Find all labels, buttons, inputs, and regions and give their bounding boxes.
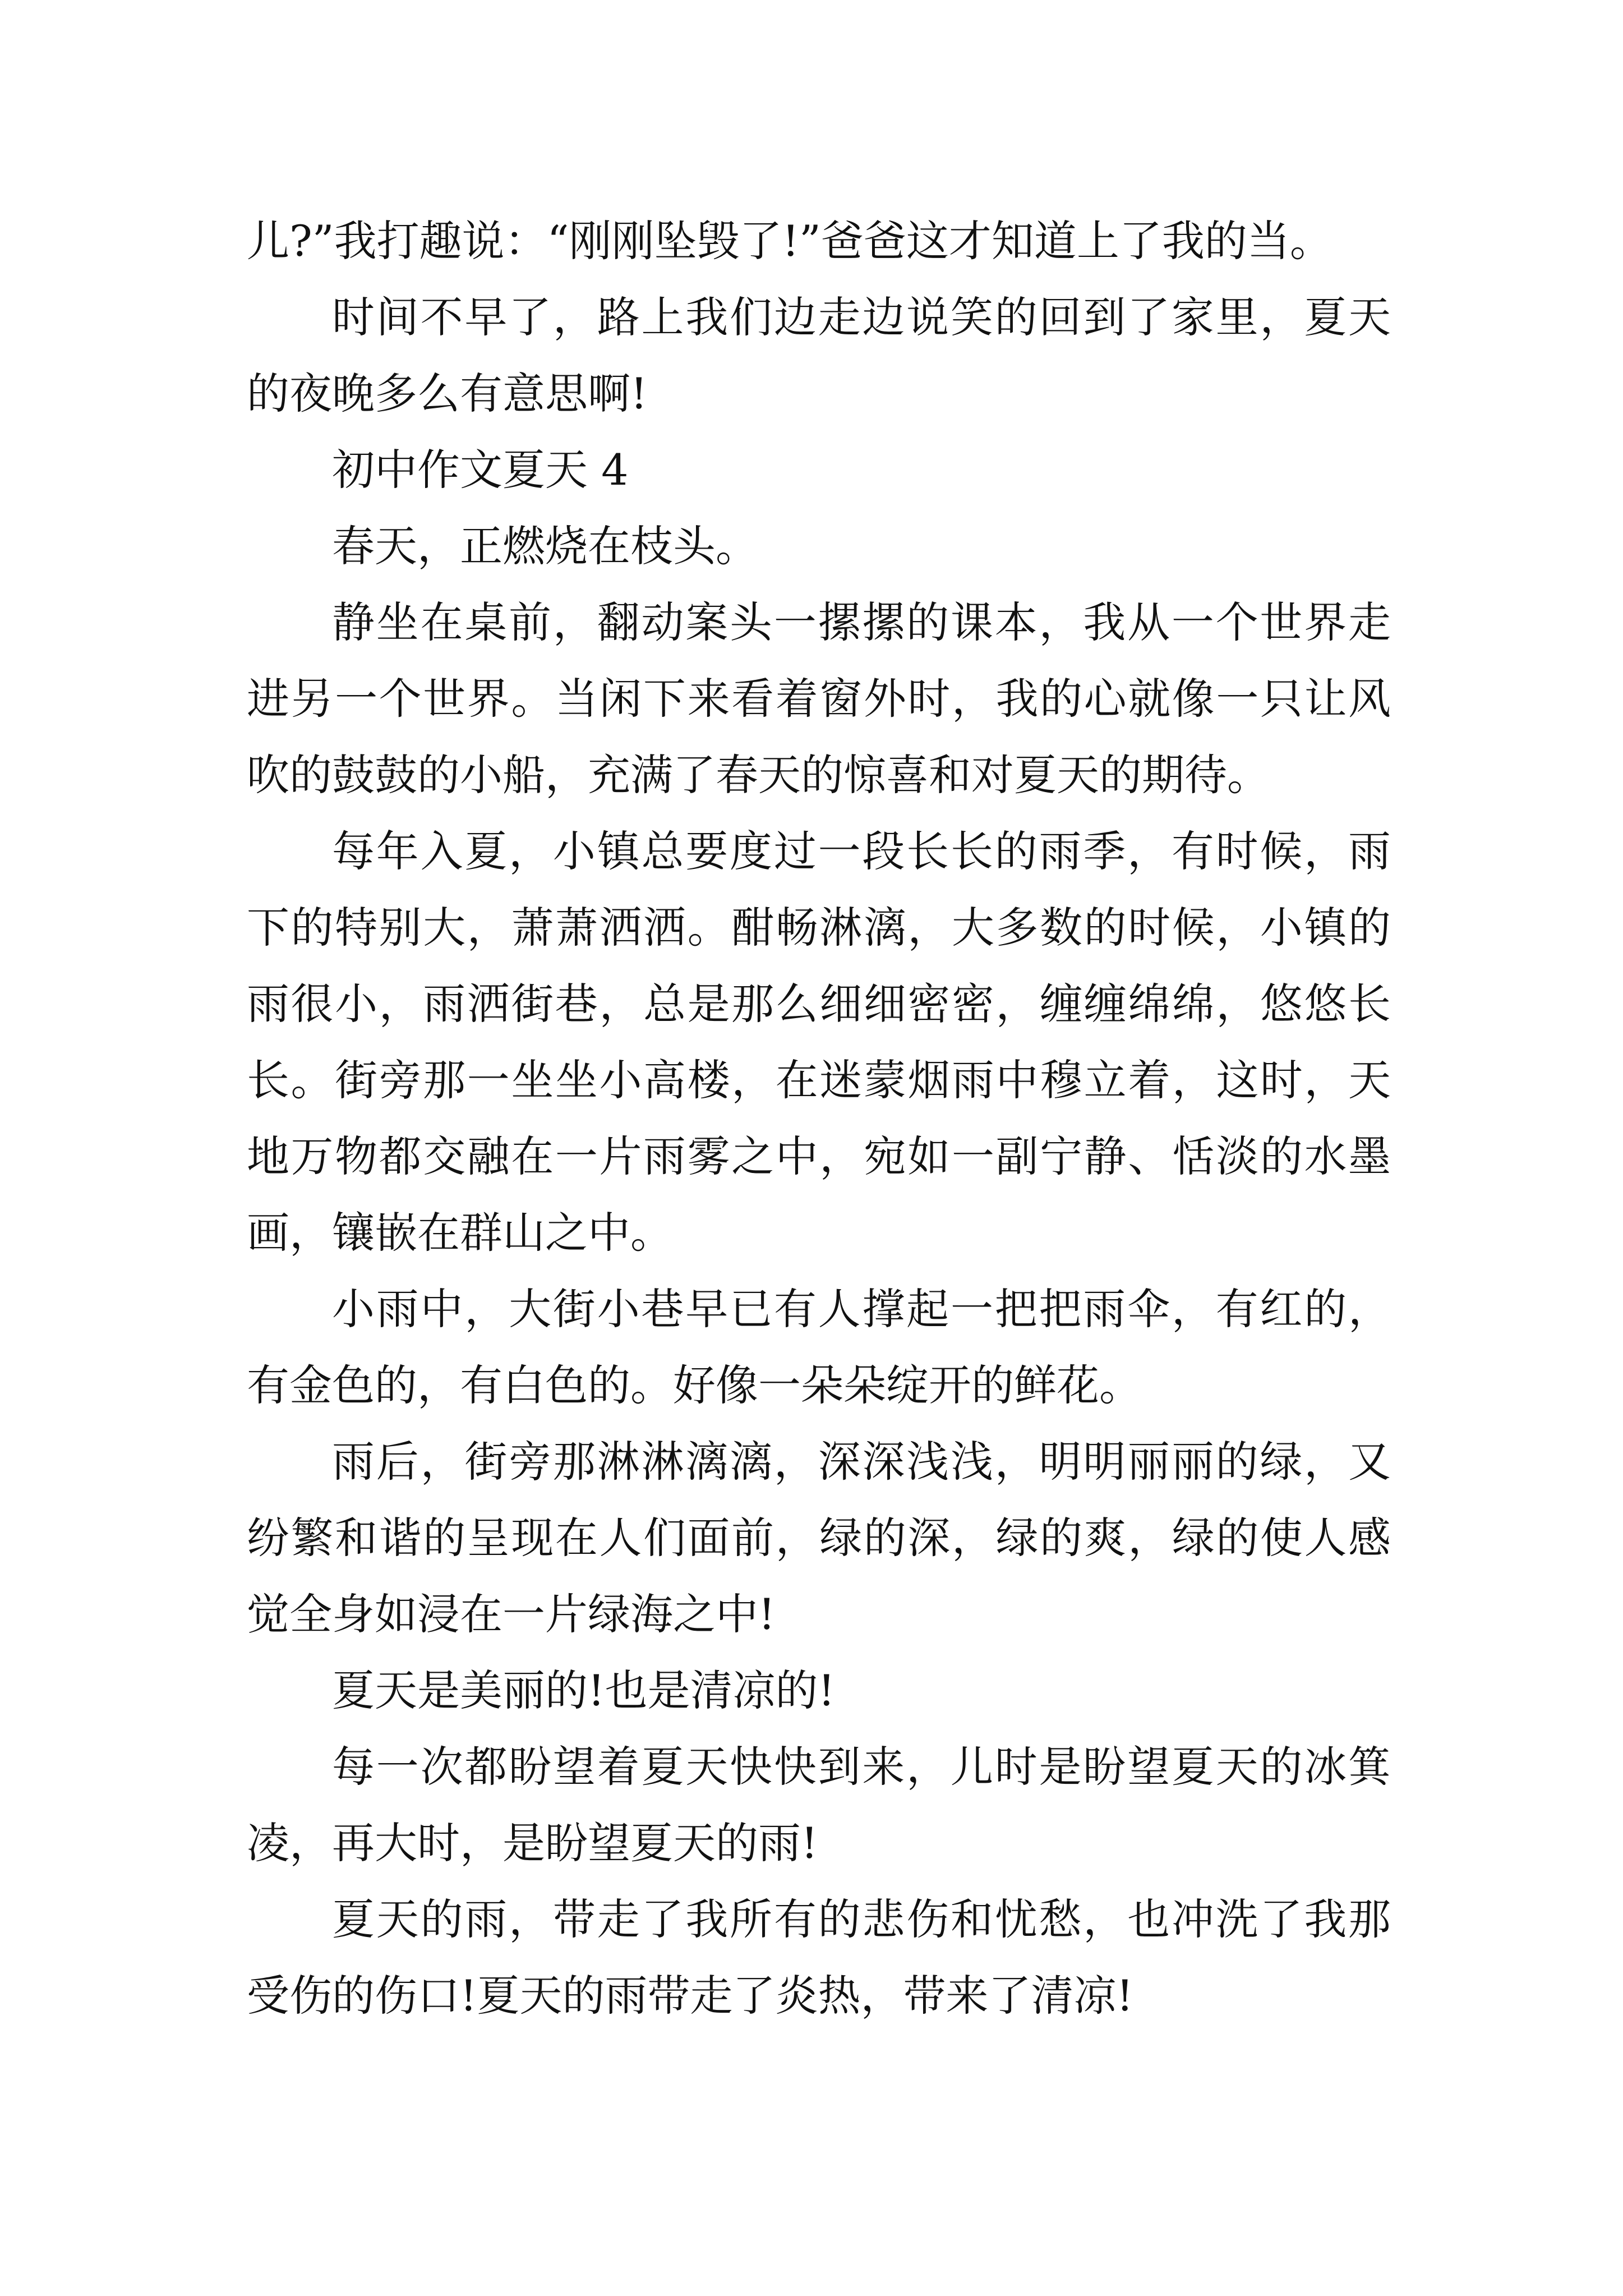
essay-body [247, 203, 1391, 2034]
paragraph-3: 春天，正燃烧在枝头。 [332, 521, 758, 571]
essay-heading: 初中作文夏天 4 [332, 445, 629, 495]
paragraph-10: 夏天的雨，带走了我所有的悲伤和忧愁，也冲洗了我那受伤的伤口!夏天的雨带走了炎热，带来了清凉! [247, 1894, 1391, 2021]
paragraph-7: 雨后，街旁那淋淋漓漓，深深浅浅，明明丽丽的绿，又纷繁和谐的呈现在人们面前，绿的深，绿的爽，绿的使人感觉全身如浸在一片绿海之中! [247, 1437, 1391, 1639]
paragraph-9: 每一次都盼望着夏天快快到来，儿时是盼望夏天的冰箕凌，再大时，是盼望夏天的雨! [247, 1742, 1391, 1868]
paragraph-6: 小雨中，大街小巷早已有人撑起一把把雨伞，有红的，有金色的，有白色的。好像一朵朵绽开的鲜花。 [247, 1284, 1391, 1410]
paragraph-2: 时间不早了，路上我们边走边说笑的回到了家里，夏天的夜晚多么有意思啊! [247, 292, 1391, 418]
paragraph-5: 每年入夏，小镇总要度过一段长长的雨季，有时候，雨下的特别大，萧萧洒洒。酣畅淋漓，大多数的时候，小镇的雨很小，雨洒街巷，总是那么细细密密，缠缠绵绵，悠悠长长。街旁那一坐坐小高楼，在迷蒙烟雨中穆立着，这时，天地万物都交融在一片雨雾之中，宛如一副宁静、恬淡的水墨画，镶嵌在群山之中。 [247, 826, 1391, 1258]
paragraph-4: 静坐在桌前，翻动案头一摞摞的课本，我从一个世界走进另一个世界。当闲下来看着窗外时，我的心就像一只让风吹的鼓鼓的小船，充满了春天的惊喜和对夏天的期待。 [247, 597, 1391, 800]
paragraph-1: 儿?”我打趣说：“刚刚坠毁了!”爸爸这才知道上了我的当。 [247, 216, 1332, 266]
paragraph-8: 夏天是美丽的!也是清凉的! [332, 1665, 836, 1715]
